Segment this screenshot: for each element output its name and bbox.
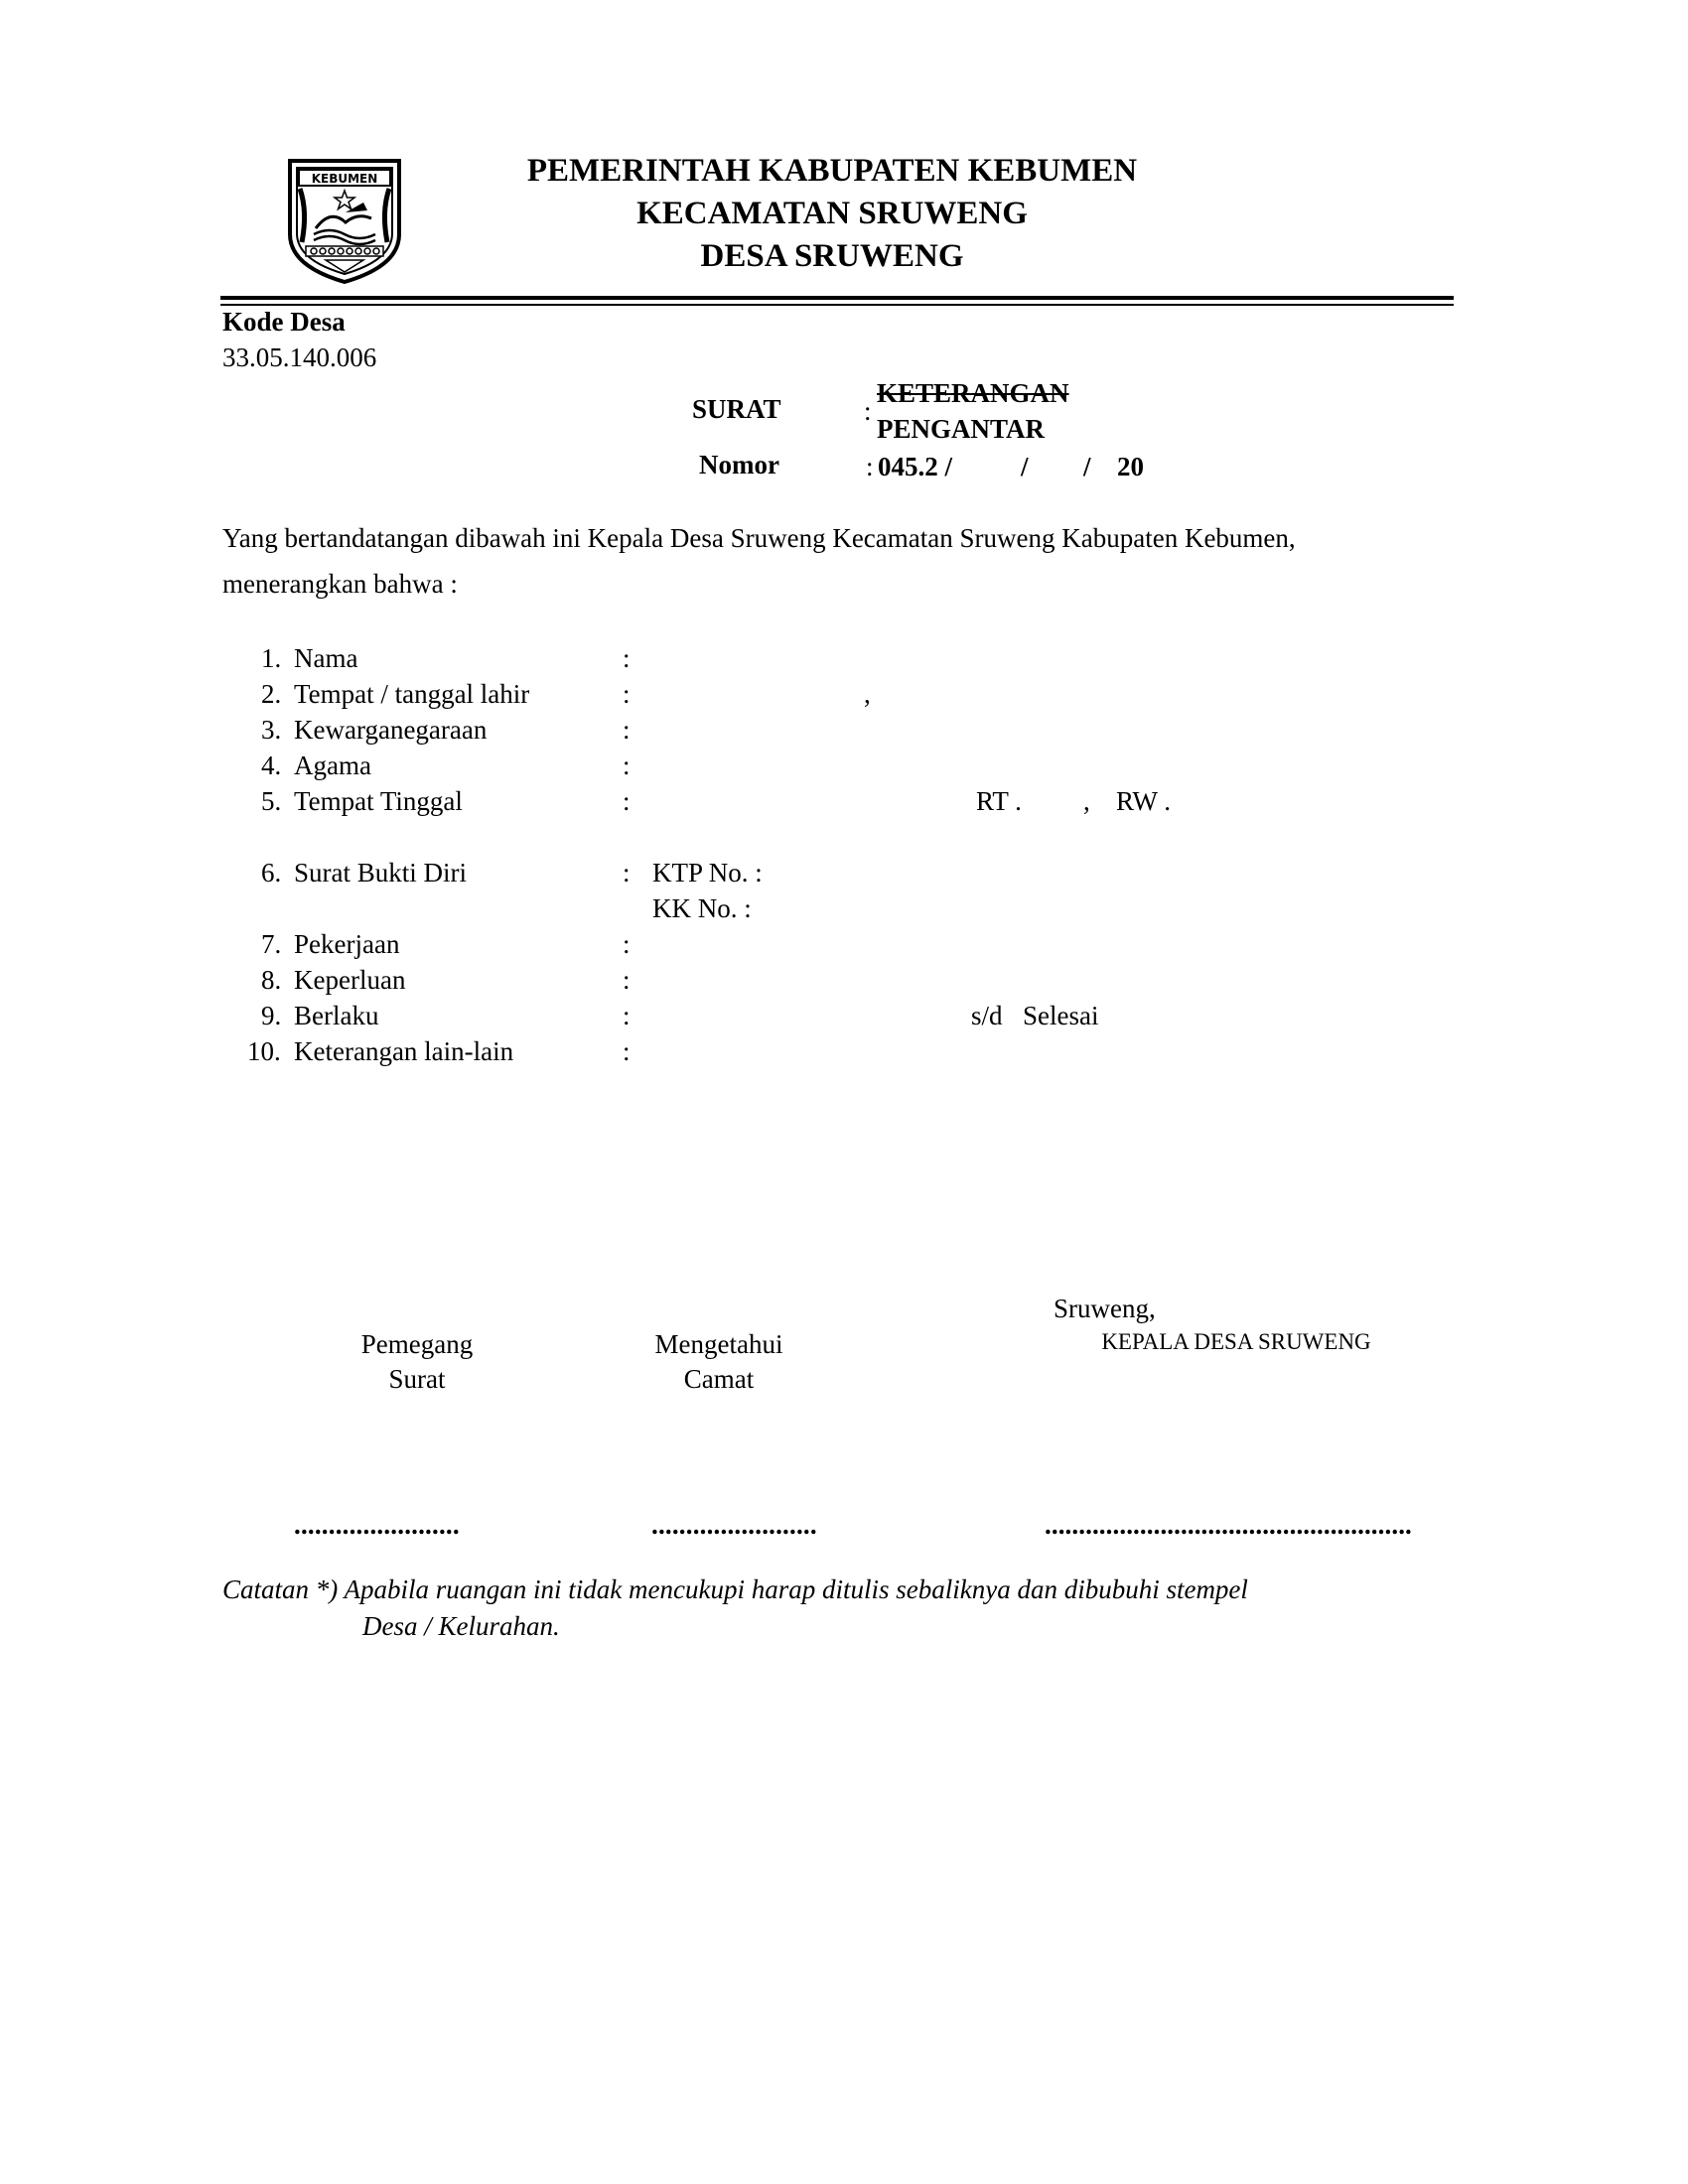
field-number: 8. [261,965,282,995]
letter-number-label: Nomor [699,450,779,479]
field-label-residence: Tempat Tinggal [294,786,463,816]
rt-label: RT . [976,786,1022,816]
field-label-validity: Berlaku [294,1001,379,1030]
signature-line-village-head: ...................................................... [1045,1510,1412,1540]
header-rule-thick [220,296,1454,300]
village-code-label: Kode Desa [222,307,346,337]
field-colon: : [623,679,631,709]
field-label-birth: Tempat / tanggal lahir [294,679,530,709]
rt-rw-comma: , [1083,786,1090,816]
field-label-purpose: Keperluan [294,965,406,995]
header-line-government: PEMERINTAH KABUPATEN KEBUMEN [526,153,1138,189]
field-number: 3. [261,715,282,745]
signature-head-title: KEPALA DESA SRUWENG [1101,1329,1371,1354]
field-number: 1. [261,643,282,673]
field-colon: : [623,1001,631,1030]
field-colon: : [623,858,631,887]
field-label-other-notes: Keterangan lain-lain [294,1036,514,1066]
field-colon: : [623,786,631,816]
header-line-village: DESA SRUWENG [700,238,964,274]
field-number: 4. [261,751,282,780]
intro-line-1: Yang bertandatangan dibawah ini Kepala Desa Sruweng Kecamatan Sruweng Kabupaten Kebumen, [222,523,1296,553]
signature-holder-line-2: Surat [388,1364,446,1394]
signature-place: Sruweng, [1054,1294,1156,1323]
field-number: 10. [247,1036,281,1066]
validity-until-value: Selesai [1023,1001,1099,1030]
field-label-occupation: Pekerjaan [294,929,400,959]
signature-line-camat: ........................ [651,1510,817,1540]
note-line-2: Desa / Kelurahan. [362,1611,560,1641]
letter-type-label: SURAT [692,394,781,424]
field-number: 6. [261,858,282,887]
letter-type-colon: : [864,396,872,426]
field-label-religion: Agama [294,751,371,780]
signature-holder-line-1: Pemegang [360,1329,474,1359]
validity-until-label: s/d [971,1001,1003,1030]
field-label-identity-proof: Surat Bukti Diri [294,858,467,887]
letter-number-slash-2: / [1083,452,1091,481]
village-code-value: 33.05.140.006 [222,342,377,372]
letter-number-slash-1: / [1021,452,1029,481]
birth-comma: , [864,679,871,709]
letter-type-struck: KETERANGAN [877,378,1069,408]
field-number: 2. [261,679,282,709]
signature-known-line-2: Camat [683,1364,755,1394]
field-colon: : [623,1036,631,1066]
signature-line-holder: ........................ [294,1510,460,1540]
signature-known-line-1: Mengetahui [654,1329,783,1359]
field-number: 9. [261,1001,282,1030]
field-number: 5. [261,786,282,816]
field-colon: : [623,643,631,673]
letter-number-year: 20 [1117,452,1144,481]
field-colon: : [623,965,631,995]
letter-number-colon: : [866,452,874,481]
field-number: 7. [261,929,282,959]
header-line-subdistrict: KECAMATAN SRUWENG [636,196,1028,231]
intro-line-2: menerangkan bahwa : [222,569,458,599]
field-colon: : [623,751,631,780]
letter-number-prefix: 045.2 / [878,452,953,481]
field-colon: : [623,929,631,959]
field-colon: : [623,715,631,745]
note-line-1: Catatan *) Apabila ruangan ini tidak mencukupi harap ditulis sebaliknya dan dibubuhi stempel [222,1574,1248,1604]
logo-text: KEBUMEN [311,172,378,186]
rw-label: RW . [1116,786,1172,816]
field-label-citizenship: Kewarganegaraan [294,715,488,745]
letter-type-value: PENGANTAR [877,414,1046,444]
ktp-label: KTP No. : [652,858,763,887]
header-rule-thin [220,304,1454,306]
kk-label: KK No. : [652,893,752,923]
field-label-name: Nama [294,643,358,673]
